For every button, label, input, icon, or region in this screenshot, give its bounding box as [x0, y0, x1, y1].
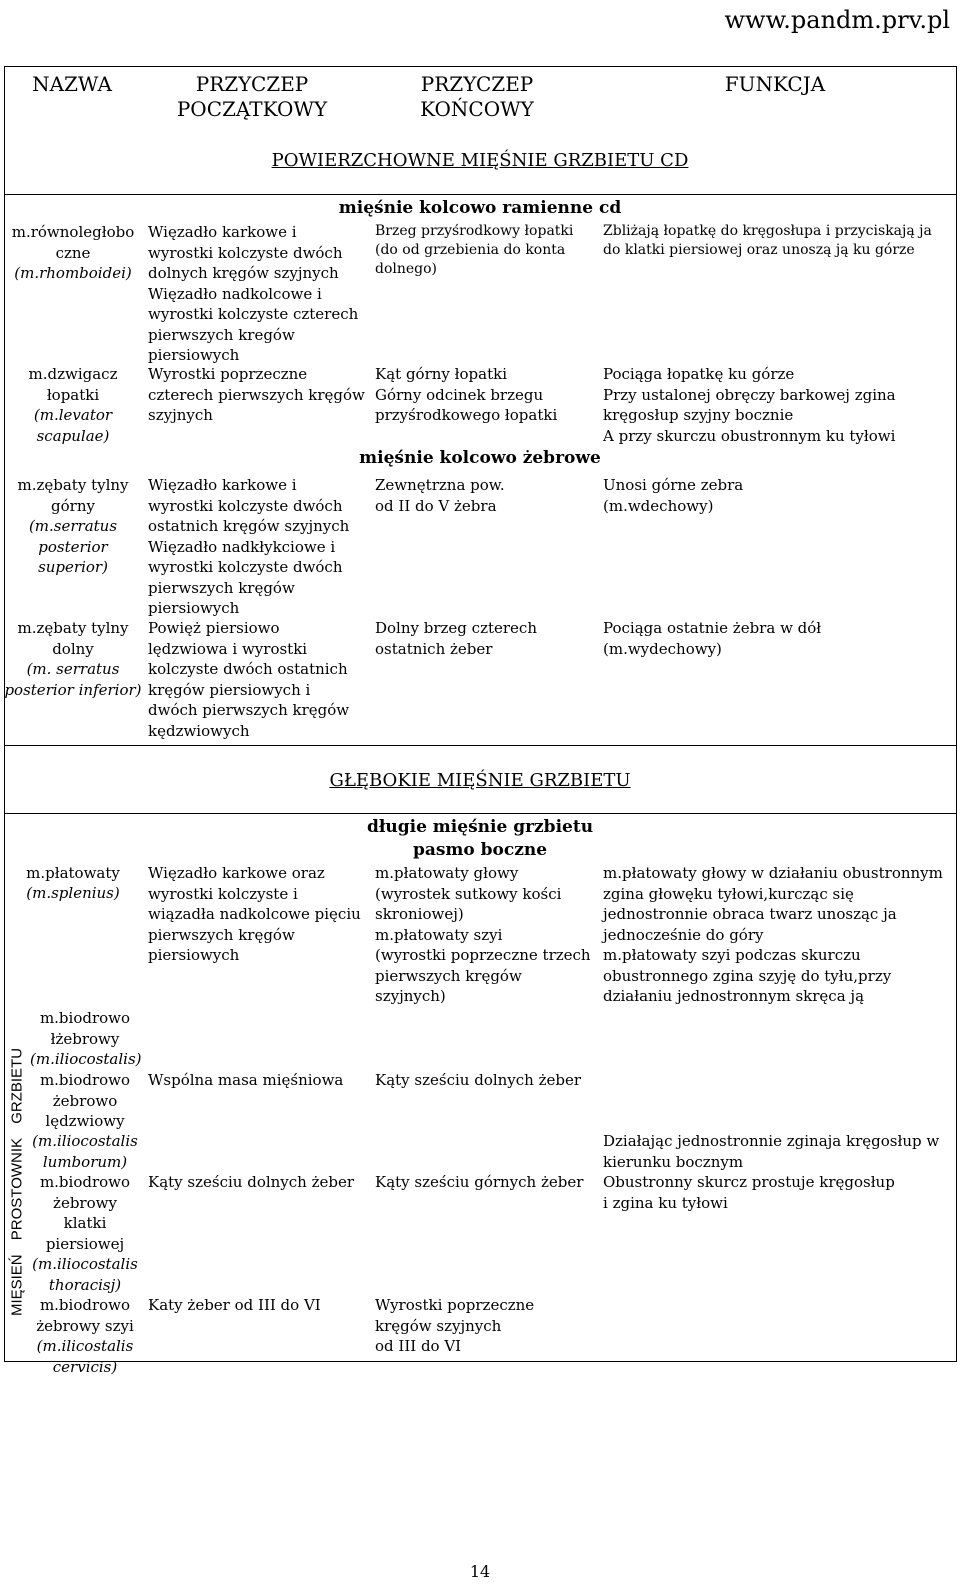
row4-origin: Powięż piersiowo lędzwiowa i wyrostki kolczyste dwóch ostatnich kręgów piersiowych i dwóch pierwszych kręgów kędzwiowych: [148, 619, 350, 740]
subsection-pasmo-boczne: pasmo boczne: [412, 840, 548, 860]
row7-insertion: Kąty sześciu dolnych żeber: [375, 1071, 582, 1089]
row2-insertion: Kąt górny łopatki Górny odcinek brzegu przyśrodkowego łopatki: [375, 365, 558, 424]
row7-latin: (m.iliocostalis lumborum): [32, 1132, 138, 1171]
section-superficial: POWIERZCHOWNE MIĘŚNIE GRZBIETU CD: [271, 150, 689, 171]
superficial-separator: [4, 745, 957, 746]
row7-name: m.biodrowo żebrowo lędzwiowy: [39, 1071, 131, 1130]
row8-function: Obustronny skurcz prostuje kręgosłup i zgina ku tyłowi: [603, 1173, 895, 1212]
subsection-kolcowo-zebrowe: mięśnie kolcowo żebrowe: [359, 448, 601, 468]
table-border-left: [4, 66, 5, 1362]
row9-origin: Katy żeber od III do VI: [148, 1296, 321, 1314]
page-number: 14: [469, 1562, 491, 1581]
vertical-label: [6, 1006, 28, 1358]
header-name: NAZWA: [32, 72, 112, 96]
section-deep: GŁĘBOKIE MIĘŚNIE GRZBIETU: [329, 770, 631, 791]
subsection-dlugie: długie mięśnie grzbietu: [366, 817, 594, 837]
row2-latin: (m.levator scapulae): [33, 406, 113, 445]
row2-origin: Wyrostki poprzeczne czterech pierwszych kręgów szyjnych: [148, 365, 365, 424]
row9-name: m.biodrowo żebrowy szyi: [36, 1296, 134, 1335]
row8-latin: (m.iliocostalis thoracisj): [32, 1255, 138, 1294]
header-separator: [4, 194, 957, 195]
row5-function: m.płatowaty głowy w działaniu obustronnym zgina głowęku tyłowi,kurcząc się jednostronnie obraca twarz unosząc ja jednocześnie do góry m.płatowaty szyi podczas skurczu obustronnego zgina szyję do tyłu,przy działaniu jednostronnym skręca ją: [603, 864, 943, 1005]
table-border-right: [956, 66, 957, 1362]
header-origin: PRZYCZEP POCZĄTKOWY: [176, 72, 328, 121]
row6-latin: (m.iliocostalis): [30, 1050, 142, 1068]
subsection-kolcowo-ramienne: mięśnie kolcowo ramienne cd: [338, 198, 622, 218]
table-border-top: [4, 66, 957, 67]
row7-function: Działając jednostronnie zginaja kręgosłup w kierunku bocznym: [603, 1132, 940, 1171]
row4-insertion: Dolny brzeg czterech ostatnich żeber: [375, 619, 537, 658]
row5-insertion: m.płatowaty głowy (wyrostek sutkowy kości skroniowej) m.płatowaty szyi (wyrostki poprzeczne trzech pierwszych kręgów szyjnych): [375, 864, 591, 1005]
row3-insertion: Zewnętrzna pow. od II do V żebra: [375, 476, 505, 515]
header-function: FUNKCJA: [724, 72, 826, 96]
row1-function: Zbliżają łopatkę do kręgosłupa i przyciskają ja do klatki piersiowej oraz unoszą ją ku górze: [603, 223, 932, 258]
row9-insertion: Wyrostki poprzeczne kręgów szyjnych od III do VI: [375, 1296, 535, 1355]
row8-origin: Kąty sześciu dolnych żeber: [148, 1173, 355, 1191]
row1-origin: Więzadło karkowe i wyrostki kolczyste dwóch dolnych kręgów szyjnych Więzadło nadkolcowe i wyrostki kolczyste czterech pierwszych kregów piersiowych: [148, 223, 359, 364]
row3-name: m.zębaty tylny górny: [17, 476, 129, 515]
row1-name: m.równoległobo czne: [11, 223, 135, 262]
row2-name: m.dzwigacz łopatki: [28, 365, 118, 404]
row3-latin: (m.serratus posterior superior): [28, 517, 118, 576]
row5-latin: (m.splenius): [26, 884, 120, 902]
row7-origin: Wspólna masa mięśniowa: [148, 1071, 344, 1089]
row4-function: Pociąga ostatnie żebra w dół (m.wydechowy): [603, 619, 822, 658]
row3-function: Unosi górne zebra (m.wdechowy): [603, 476, 744, 515]
site-url: www.pandm.prv.pl: [724, 6, 950, 34]
row6-name: m.biodrowo łżebrowy: [39, 1009, 131, 1048]
row9-latin: (m.ilicostalis cervicis): [36, 1337, 134, 1376]
row2-function: Pociąga łopatkę ku górze Przy ustalonej obręczy barkowej zgina kręgosłup szyjny bocznie A przy skurczu obustronnym ku tyłowi: [603, 365, 896, 445]
deep-header-separator: [4, 813, 957, 814]
row5-origin: Więzadło karkowe oraz wyrostki kolczyste i wiązadła nadkolcowe pięciu pierwszych kręgów piersiowych: [148, 864, 361, 964]
row4-name: m.zębaty tylny dolny: [17, 619, 129, 658]
row5-name: m.płatowaty: [26, 864, 120, 882]
row8-insertion: Kąty sześciu górnych żeber: [375, 1173, 584, 1191]
row8-name: m.biodrowo żebrowy klatki piersiowej: [39, 1173, 131, 1253]
table-border-bottom: [4, 1361, 957, 1362]
row4-latin: (m. serratus posterior inferior): [4, 660, 142, 699]
header-insertion: PRZYCZEP KOŃCOWY: [420, 72, 534, 121]
row3-origin: Więzadło karkowe i wyrostki kolczyste dwóch ostatnich kręgów szyjnych Więzadło nadkłykciowe i wyrostki kolczyste dwóch pierwszych kręgów piersiowych: [148, 476, 350, 617]
row1-latin: (m.rhomboidei): [14, 264, 132, 282]
row1-insertion: Brzeg przyśrodkowy łopatki (do od grzebienia do konta dolnego): [375, 223, 574, 277]
vertical-label-text: MIĘSIEŃ PROSTOWNIK GRZBIETU: [8, 1047, 26, 1317]
